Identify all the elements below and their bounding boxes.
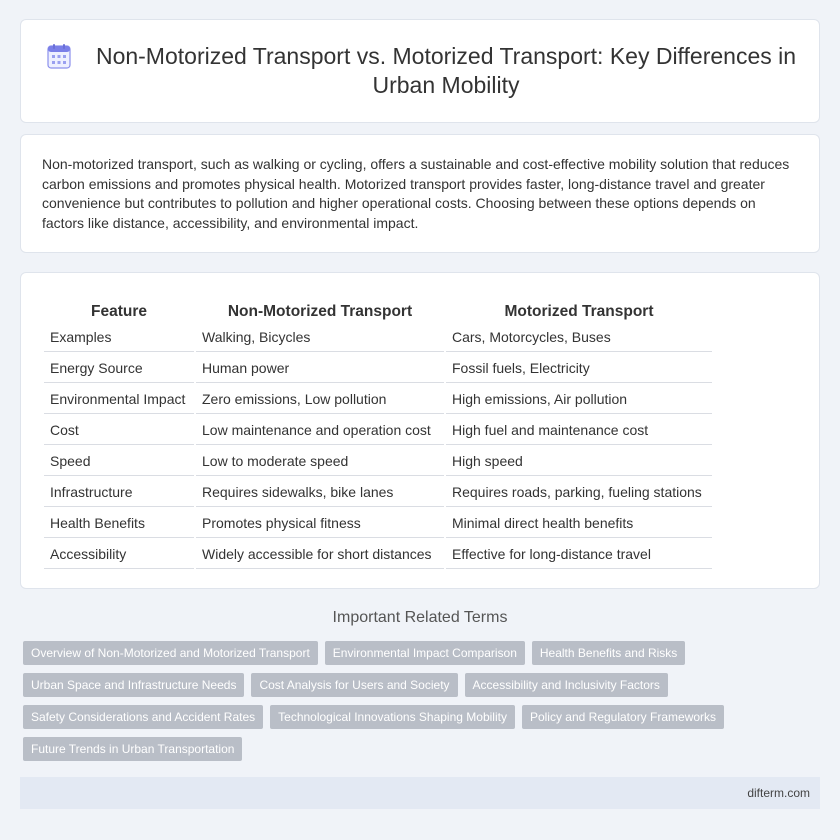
related-term-tag[interactable]: Environmental Impact Comparison bbox=[325, 641, 525, 665]
feature-cell: Infrastructure bbox=[44, 478, 194, 507]
intro-card bbox=[20, 134, 820, 253]
footer bbox=[20, 777, 820, 809]
related-terms-list bbox=[23, 641, 803, 769]
table-row bbox=[44, 416, 712, 445]
related-term-tag[interactable]: Safety Considerations and Accident Rates bbox=[23, 705, 263, 729]
related-term-tag[interactable]: Health Benefits and Risks bbox=[532, 641, 685, 665]
motorized-cell: High speed bbox=[446, 447, 712, 476]
table-row bbox=[44, 447, 712, 476]
comparison-table bbox=[42, 294, 714, 571]
header-feature: Feature bbox=[91, 303, 147, 320]
table-row bbox=[44, 509, 712, 538]
related-term-tag[interactable]: Technological Innovations Shaping Mobility bbox=[270, 705, 515, 729]
non-motorized-cell: Widely accessible for short distances bbox=[196, 540, 444, 569]
related-term-tag[interactable]: Overview of Non-Motorized and Motorized Transport bbox=[23, 641, 318, 665]
non-motorized-cell: Low to moderate speed bbox=[196, 447, 444, 476]
feature-cell: Accessibility bbox=[44, 540, 194, 569]
non-motorized-cell: Low maintenance and operation cost bbox=[196, 416, 444, 445]
table-row bbox=[44, 478, 712, 507]
related-term-tag[interactable]: Accessibility and Inclusivity Factors bbox=[465, 673, 668, 697]
related-term-tag[interactable]: Policy and Regulatory Frameworks bbox=[522, 705, 724, 729]
motorized-cell: Fossil fuels, Electricity bbox=[446, 354, 712, 383]
feature-cell: Energy Source bbox=[44, 354, 194, 383]
footer-site-link[interactable]: difterm.com bbox=[747, 786, 810, 800]
header-motorized: Motorized Transport bbox=[504, 303, 654, 320]
header-non-motorized: Non-Motorized Transport bbox=[227, 303, 413, 320]
motorized-cell: Requires roads, parking, fueling stations bbox=[446, 478, 712, 507]
table-row bbox=[44, 323, 712, 352]
motorized-cell: Cars, Motorcycles, Buses bbox=[446, 323, 712, 352]
page-title: Non-Motorized Transport vs. Motorized Transport: Key Differences in Urban Mobility bbox=[95, 43, 797, 98]
non-motorized-cell: Requires sidewalks, bike lanes bbox=[196, 478, 444, 507]
table-row bbox=[44, 354, 712, 383]
calendar-icon bbox=[47, 43, 71, 71]
related-terms-heading: Important Related Terms bbox=[332, 609, 508, 626]
table-header-row bbox=[44, 296, 712, 321]
related-term-tag[interactable]: Cost Analysis for Users and Society bbox=[251, 673, 457, 697]
feature-cell: Cost bbox=[44, 416, 194, 445]
motorized-cell: Effective for long-distance travel bbox=[446, 540, 712, 569]
intro-paragraph: Non-motorized transport, such as walking or cycling, offers a sustainable and cost-effective mobility solution that reduces carbon emissions and promotes physical health. Motorized transport provides faster, long-distance travel and greater convenience but contributes to pollution and higher operational costs. Choosing between these options depends on factors like distance, accessibility, and environmental impact. bbox=[42, 156, 790, 231]
non-motorized-cell: Promotes physical fitness bbox=[196, 509, 444, 538]
title-card bbox=[20, 19, 820, 123]
related-term-tag[interactable]: Future Trends in Urban Transportation bbox=[23, 737, 242, 761]
motorized-cell: Minimal direct health benefits bbox=[446, 509, 712, 538]
feature-cell: Examples bbox=[44, 323, 194, 352]
motorized-cell: High fuel and maintenance cost bbox=[446, 416, 712, 445]
table-row bbox=[44, 540, 712, 569]
non-motorized-cell: Zero emissions, Low pollution bbox=[196, 385, 444, 414]
non-motorized-cell: Walking, Bicycles bbox=[196, 323, 444, 352]
motorized-cell: High emissions, Air pollution bbox=[446, 385, 712, 414]
related-term-tag[interactable]: Urban Space and Infrastructure Needs bbox=[23, 673, 244, 697]
feature-cell: Speed bbox=[44, 447, 194, 476]
feature-cell: Environmental Impact bbox=[44, 385, 194, 414]
feature-cell: Health Benefits bbox=[44, 509, 194, 538]
non-motorized-cell: Human power bbox=[196, 354, 444, 383]
table-row bbox=[44, 385, 712, 414]
comparison-card bbox=[20, 272, 820, 589]
